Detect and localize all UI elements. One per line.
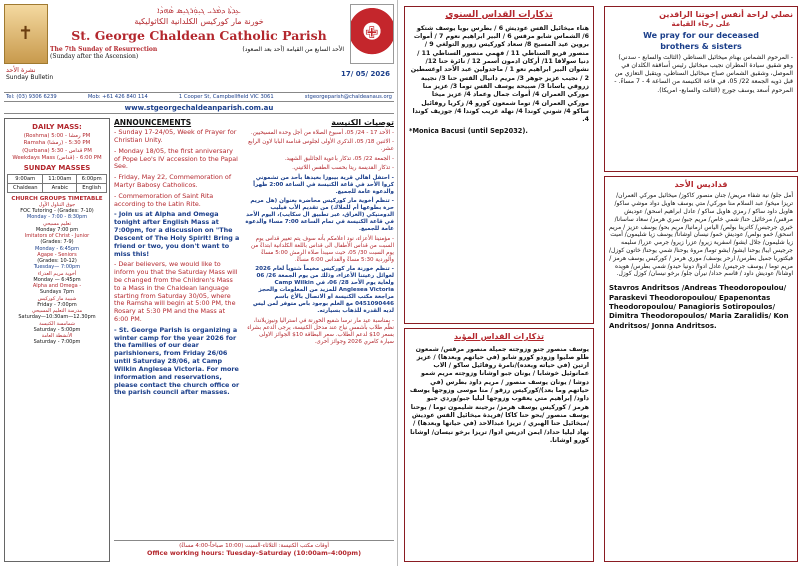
group-name: Alpha and Omega -: [32, 283, 82, 290]
notice-item: - تذكار القديسة ريتا بحسب الطقس اللاتيني.: [292, 165, 394, 172]
group-name: Agape - Seniors: [37, 251, 77, 258]
notice-item: - تنظم أخوية مار كوركيس محاضرة بعنوان (هل مريم حرة بطوعها أم للملاك) من تقديم الأب فيليب الدومنيكي (العراق، عبر تطبيق ال سكايب)، اليوم الأحد في قاعة الكنيسة في تمام الساعة 7:00 مساءً والدعوة عامة للجميع.: [245, 198, 394, 233]
arabic-notices-heading: توصيات الكنيسة: [331, 118, 394, 127]
group-time: Tuesday— 7:00pm: [33, 264, 81, 271]
announcement-item: - St. George Parish is organizing a winter camp for the year 2026 for the families of our dear parishioners, from Friday 26/06 until Saturday 28/06, at Camp Wilkin Anglesea Victoria. For more information and reservations, please contact the church office or the parish council after masses.: [114, 325, 240, 397]
daily-mass-heading: DAILY MASS:: [32, 123, 82, 131]
email-link[interactable]: stgeorgeparish@chaldeanaus.org: [304, 94, 392, 100]
daily-line: (Roshma) رمشا - 5:00 PM: [23, 133, 91, 139]
group-time: Monday - 6:45pm: [35, 245, 79, 252]
group-line: Saturday - 5:00pm: [33, 326, 81, 333]
bulletin-label-ar: نشرة الأحد: [6, 66, 36, 74]
group-line: Saturday—10:30am—12.30pm: [18, 314, 96, 321]
sunday-mass-table: [7, 174, 107, 193]
mass-lang: Chaldean: [8, 183, 43, 192]
arabic-sunday: الأحد السابع من القيامة (أحد بعد الصعود): [242, 46, 344, 53]
group-name: مدرسة التعليم المسيحي: [31, 308, 83, 315]
group-name: شمامسة الكنيسة: [39, 320, 75, 327]
syriac-title: ܥܹܕܬܵܐ ܕܡܵܪܝ ܓܝܼܘܲܪܓܝܼܣ ܣܵܗܕܵܐ: [157, 6, 241, 15]
group-line: Friday - 7:00pm: [37, 301, 77, 308]
notice-item: - الاثنين 18/ 05، الذكرى الأولى لجلوس قداسة البابا لاون الرابع عشر.: [248, 139, 394, 153]
office-hours: [114, 540, 394, 562]
group-line: Saturday - 7:00pm: [33, 339, 81, 346]
phone[interactable]: Tel: (03) 9306 6239: [6, 94, 57, 100]
mass-time: 6:00pm: [77, 174, 107, 183]
prayer-subheading-en: We pray for our deceased brothers & sisters: [643, 31, 759, 51]
announcement-item: - Commemoration of Saint Rita according to the Latin Rite.: [114, 191, 214, 208]
group-line: Monday — 6:45pm: [33, 276, 81, 283]
notice-item: - الأحد 17 - 24/ 05، أسبوع الصلاة من أجل وحدة المسيحيين.: [250, 130, 394, 136]
mass-intentions-heading: قداديس الأحد: [609, 180, 793, 190]
group-name: Imitators of Christ - Junior: [24, 233, 90, 240]
mass-times-sidebar: [4, 118, 110, 562]
announcement-item: - Join us at Alpha and Omega tonight after English Mass at 7:00pm, for a discussion on "The Descent of The Holy Spirit! Bring a friend or two, you don't want to miss this!: [114, 210, 240, 258]
group-line: (Grades: 10-12): [37, 258, 77, 265]
anniversary-note: *Monica Bacusi (until Sep2032).: [409, 127, 528, 136]
anniversary-heading: تذكارات القداس السنوي: [409, 10, 589, 22]
prayer-box: [604, 6, 798, 172]
group-name: الأنشطة العامة: [41, 333, 73, 340]
anniversary-box: [404, 6, 594, 324]
prayer-heading: نصلي لراحة أنفس إخوتنا الراقدين: [609, 10, 793, 20]
anniversary-text: هناء ميخائيل القس عوديش 6 / بطرس بويا يوسف شتكو 6/ الشماس شابو مرقس 6 / البير ابراهيم نعوم 7 / أموات بروين عيد المسيح 8/ سعاد كوركيس زورو التولغي 9 / منصور قريو السناطي 11 / فهمي منصور السناطي 11 / دنيا سولاقا 11/ أركان ادمون أسمر 12 / نائرة حنا 12/ نشوان البير ابراهيم نعو 1 / ماجدولين عبد الأحد اوغسطين 2 / نجيب عزيز جوهر 3/ مريم دانيال القس حنا 3/ نجيبة زروقي ياسانا 3/ صبيحة يوسف القس توما 3/ عزيز منا موركي العمران 4/ أموات جمال وعماد 4/ عزيز ميخا موركي العمران 4/ توما شمعون كورو 4/ زكريا روفائيل ساكو 4/ شوني كوندا 4/ نهلة غريب كوندا 4/ جوزيف كوندا 4.: [410, 24, 589, 124]
group-line: Monday 7:00 pm: [35, 226, 79, 233]
perpetual-mass-text: يوسف منصور جنو وزوجته جميلة منصور مرقس/ شمعون طلو صليوا وزودو كورو شابو (في حياتهم وبعدها) / عزيز ارتين (في حياته وبعده)/نامرة روفائيل ساكو / الاب عمانوئيل خوشابا / يونان جبو اوشانا وزوجته مريم شمو دوشا / يونان يوسف منصور / مريم داود بطرس (في حياتهم وما بعد)/كوركيس رزقو / منا موسى وزوجها يوسف داود/ إبراهيم متي يعقوب وزوجها ليليا جبو/وردي جبو هرمز / كوركيس يوسف هرمز/ برجينة شليمون توما / يوحنا يوسف منصور /بحو حنا كاكا /فريدة ميخائيل القس عوديش /ميخائيل حنا الهبري / تريزا عبدالاحد (في حياتها وبعدها) / نهاد ليليا حداد/ ايمن ادريس ادوا/ تريزا برخو نيسان/ اوشانا كورو اوشانا.: [409, 345, 589, 444]
group-line: Sundays 7pm: [39, 289, 75, 296]
announcement-item: - Dear believers, we would like to inform you that the Saturday Mass will be changed from the Children's Mass to a Mass in the Chaldean language starting from Saturday 30/05, where the Ramsha will begin at 5:00 PM, the Rosary at 5:30 PM and the Mass at 6:00 PM.: [114, 260, 238, 324]
address: 1 Cooper St, Campbellfield VIC 3061: [178, 94, 274, 100]
announcement-item: - Friday, May 22, Commemoration of Martyr Babosy Catholicos.: [114, 173, 232, 190]
mass-lang: English: [77, 183, 107, 192]
prayer-subheading-ar: على رجاء القيامة: [671, 20, 731, 29]
group-name: جوق التناول الأول: [38, 201, 76, 208]
notice-item: - بمناسبة عيد مار نرسا شفيع الخورنة في استراليا ونيوزيلاندا، نظّم طلاب بأشمس نياح عند مدخل الكنيسة، يرجى الدعم بشراء بسعر 10$ لدعم الطلاب. سعر البطاقة 10$ الجوائز الاولى سيارة كامري 2026 وجوائز أخرى.: [247, 317, 394, 345]
mass-lang: Arabic: [43, 183, 77, 192]
bulletin-date: 17/ 05/ 2026: [341, 70, 390, 78]
bulletin-header: [4, 4, 394, 90]
mobile[interactable]: Mob: +61 426 840 114: [87, 94, 148, 100]
timetable-heading: CHURCH GROUPS TIMETABLE: [11, 195, 103, 202]
group-name: تعليم مسيحي: [43, 220, 71, 227]
website-link[interactable]: www.stgeorgechaldeanparish.com.au: [4, 104, 394, 114]
announcements-heading: ANNOUNCEMENTS: [114, 118, 192, 127]
notice-item: - مؤمنينا الأعزاء، نود اعلامكم بأنه سوف يتم تغيير قداس يوم السبت من قداس الأطفال الى قداس باللغة الكلدانية ابتداءً من يوم السبت 30/ 05، حيث سيبدأ صلاة الرمش 5:00 مساءً والوردية 5:30 مساءً والقداس 6:00 مساءً.: [250, 235, 394, 263]
mass-intentions-text: أمل جلو/ نية شفاء مريض/ جنان منصور كاكوز/ ميخائيل موركي العمران/ تريزا ميخو/ عبد السلام منا موركي/ متي يوسف هاويل دواد موشي ساكو/ هاويل داود ساكو / رمزي هاويل ساكو / عادل ابراهيم اسحق/ عوديش مرقس/ مرخائيل حنا/ شمي خاص/ مريم جبو/ سري هرمز/ سعاد ساسانا/ خيري جرجيس/ كاترينا بولص/ الياس ارمانيا/ مريم بحو/ يوسف عزيز / مريم اسحق/ خمو بولص/ عوديش خمو/ نيسان اوشانا/ يوسف زيا شليمون/ أميت زيا شليمون/ جلال ايشو/ اسفرية زيرو/ عزرا زيرو/ جرمي عزرا/ سليمه جرجيس ايبا/ يوحنا ايشو/ ايشو توما/ مروة يوحنا/ شمي يوحنا/ خاتون كوزل/ فيكتوريا جميل بطرس/ ارحر يوسف/ موري هرمز / كوركيس يوسف هرمز / مريم توما / يوسف جرجيس/ عادل ادوا/ دونيا حيدو/ شمي بطرس/ هويده اوشانا/ عوديش داود / قاسم حداد/ نيران جلو/ برخو نيسان/ كوزل كوزل.: [608, 192, 793, 278]
mass-time: 11:00am: [43, 174, 77, 183]
notice-item: - احتفل اهالي قرية بيبوزا بعيدها بأحد من تشموني كروا الأحد في قاعة الكنيسة في الساعة 2:00 ظهراً والدعوة عامة للجميع.: [253, 174, 394, 195]
perpetual-mass-heading: تذكارات القداس المؤبد: [409, 332, 589, 343]
bulletin-label: Sunday Bulletin: [6, 74, 54, 81]
office-hours-ar: أوقات مكتب الكنيسة: الثلاثاء-السبت (10:00 صباحاً-4:00 مساءً): [179, 543, 329, 549]
mass-time: 9:00am: [8, 174, 43, 183]
arabic-title: خورنة مار كوركيس الكلدانية الكاثوليكية: [134, 17, 264, 26]
crest-icon: [350, 4, 394, 64]
notice-item: - تنظم خورنة مار كوركيس مخيماً شتوياً لعام 2026 لعوائل رعيتنا الأعزاء، وذلك من يوم الجمعة 26/ 06 ولغاية يوم الأحد 28/ 06، في Camp Wilkin Anglesea Victoria للمزيد من المعلومات والحجز مراجعة مكتب الكنيسة او الاتصال بالأخ باسم 0451090446 مع العلم بوجود باص متوفر لمن ليس لديه القدرة للذهاب بسيارته.: [253, 266, 394, 315]
group-name: أخوية مريم العذراء: [37, 270, 77, 277]
bulletin-right-page: [402, 0, 800, 566]
contact-bar: [4, 92, 394, 102]
announcements-column: [114, 118, 240, 536]
parish-title: St. George Chaldean Catholic Parish: [71, 28, 327, 43]
group-line: FOC Tutoring - (Grades: 7-10): [20, 208, 94, 215]
group-time: Monday - 7:00 - 8:30pm: [26, 214, 88, 221]
announcement-item: - Sunday 17-24/05, Week of Prayer for Christian Unity.: [114, 128, 237, 144]
group-line: (Grades: 7-9): [40, 239, 74, 246]
daily-line: (Qurbana) قداس - 5:30 PM: [22, 147, 92, 154]
bulletin-left-page: [0, 0, 398, 566]
daily-line: Ramsha (رمشا) - 5:30 PM: [23, 140, 91, 147]
arabic-notices-column: [244, 118, 394, 536]
prayer-text: - المرحوم الشماس بهنام ميخائيل السناطي (الثالث والسابع - سدني) وهو شقيق سيادة المطران نجيب ميخائيل رئيس أساقفة الكلدان في الموصل، وشقيق الشماس صباح ميخائيل السناطي، ويتقبل التعازي من قبل ذويه الجمعة 22/ 05، في قاعة الكنيسة من الساعة 4 - 7 مساءً. - المرحوم أسعد يوسف جورج (الثالث والسابع- امريكا).: [614, 54, 793, 94]
mass-intentions-english: Stavros Andritsos /Andreas Theodoropoulou/ Paraskevi Theodoropoulou/ Epapenontas Theodoropoulou/ Panagioris Sotiropoulos/ Dimitra Theodoropoulos/ Maria Zaralidis/ Kon Andritsos/ Jonna Andritsos.: [609, 284, 789, 330]
icon-image-logo: [4, 4, 48, 64]
group-name: شبيبة مار كوركيس: [37, 295, 77, 302]
sunday-mass-heading: SUNDAY MASSES: [23, 163, 91, 172]
notice-item: - الجمعة 22/ 05، تذكار باعوية الجاثليق الشهيد.: [284, 155, 394, 162]
sunday-mass-intentions-box: [604, 176, 798, 562]
daily-line: Weekdays Mass (قداس) - 6:00 PM: [12, 155, 102, 162]
perpetual-mass-box: [404, 328, 594, 562]
office-hours-en: Office working hours: Tuesday–Saturday (10:00am–4:00pm): [147, 549, 361, 557]
announcement-item: - Monday 18/05, the first anniversary of Pope Leo's IV accession to the Papal See.: [114, 146, 238, 171]
sunday-of: The 7th Sunday of Resurrection (Sunday after the Ascension): [50, 46, 158, 60]
